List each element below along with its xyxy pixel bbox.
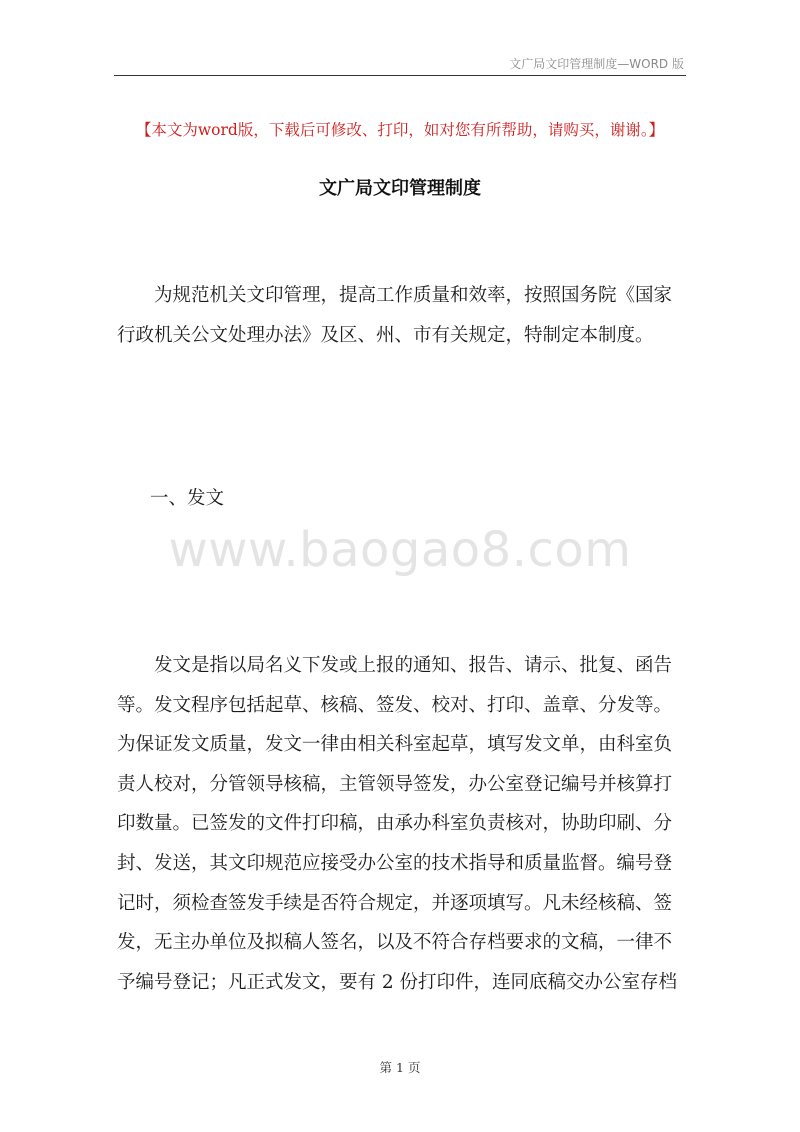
body-line: 等。发文程序包括起草、核稿、签发、校对、打印、盖章、分发等。 [117, 694, 673, 716]
body-line: 发文是指以局名义下发或上报的通知、报告、请示、批复、函告 [154, 655, 673, 676]
body-line: 发，无主办单位及拟稿人签名，以及不符合存档要求的文稿，一律不 [117, 932, 673, 954]
body-line: 记时，须检查签发手续是否符合规定，并逐项填写。凡未经核稿、签 [117, 892, 673, 914]
intro-line: 行政机关公文处理办法》及区、州、市有关规定，特制定本制度。 [117, 324, 654, 346]
running-header: 文广局文印管理制度—WORD 版 [509, 57, 684, 71]
body-line: 予编号登记；凡正式发文，要有 2 份打印件，连同底稿交办公室存档 [117, 971, 678, 993]
body-line: 责人校对，分管领导核稿，主管领导签发，办公室登记编号并核算打 [117, 773, 673, 795]
watermark: www.baogao8.com [168, 522, 632, 578]
intro-line: 为规范机关文印管理，提高工作质量和效率，按照国务院《国家 [154, 285, 673, 306]
document-title: 文广局文印管理制度 [319, 178, 481, 199]
body-line: 封、发送，其文印规范应接受办公室的技术指导和质量监督。编号登 [117, 852, 673, 874]
body-line: 为保证发文质量，发文一律由相关科室起草，填写发文单，由科室负 [117, 734, 673, 756]
body-line: 印数量。已签发的文件打印稿，由承办科室负责核对，协助印刷、分 [117, 813, 673, 835]
page-number: 第 1 页 [379, 1060, 421, 1075]
body-paragraph [117, 646, 687, 1002]
section-heading: 一、发文 [150, 488, 225, 509]
header-divider [114, 75, 686, 76]
intro-paragraph [117, 276, 687, 355]
download-notice: 【本文为word版，下载后可修改、打印，如对您有所帮助，请购买，谢谢。】 [135, 121, 665, 139]
